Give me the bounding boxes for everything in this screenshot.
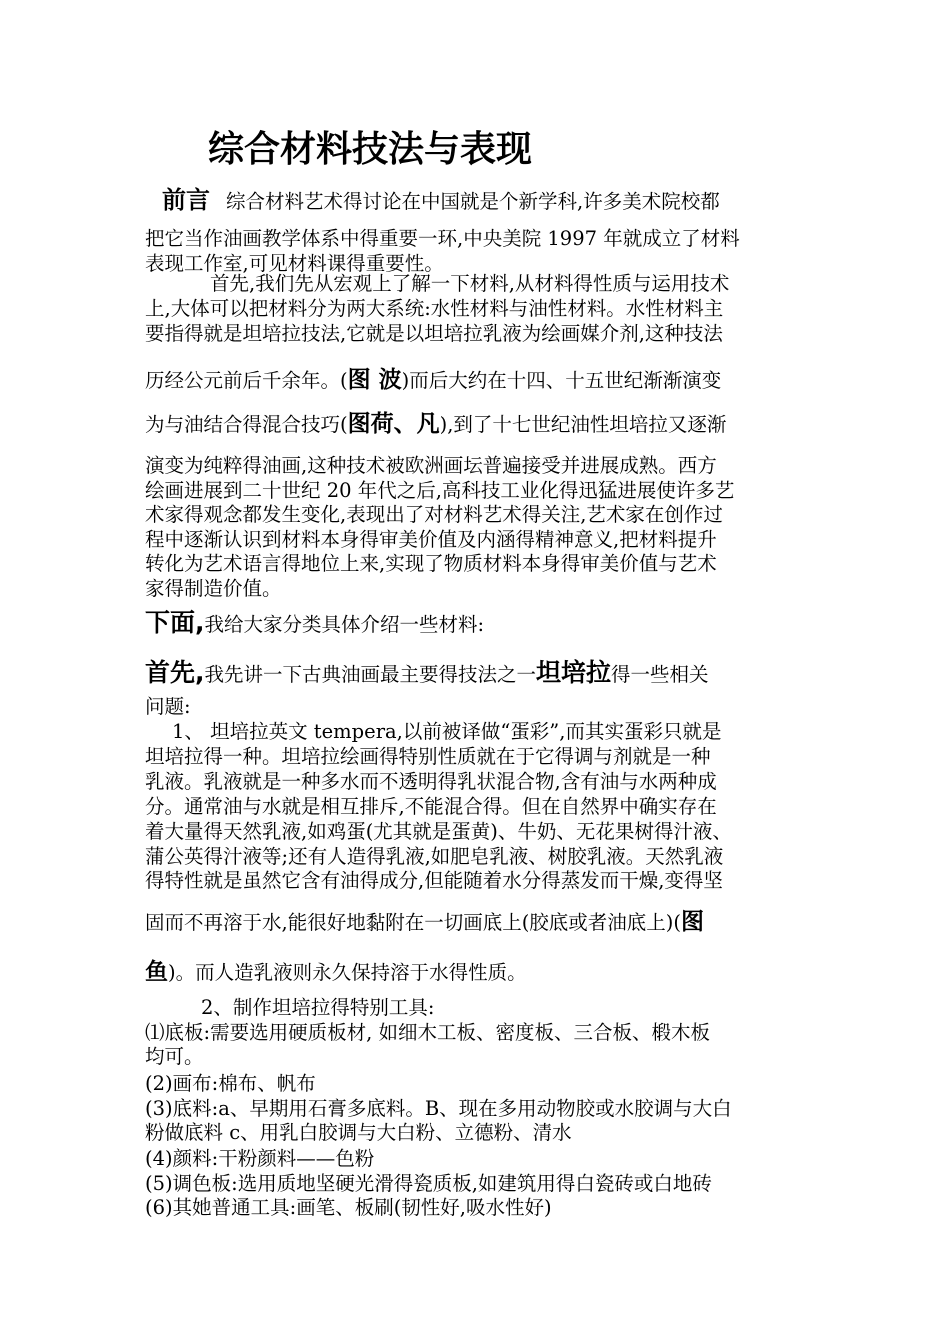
below-line: 下面,我给大家分类具体介绍一些材料: bbox=[145, 608, 485, 637]
s2-item-6: (6)其她普通工具:画笔、板刷(韧性好,吸水性好) bbox=[145, 1196, 552, 1219]
para1-line-11: 家得制造价值。 bbox=[145, 577, 282, 600]
s2-item-1a: ⑴底板:需要选用硬质板材, 如细木工板、密度板、三合板、椴木板 bbox=[145, 1021, 710, 1044]
para1-line-4: 历经公元前后千余年。(图 波)而后大约在十四、十五世纪渐渐演变 bbox=[145, 367, 722, 393]
para1-line-10: 转化为艺术语言得地位上来,实现了物质材料本身得审美价值与艺术 bbox=[145, 552, 717, 575]
para1-line-6: 演变为纯粹得油画,这种技术被欧洲画坛普遍接受并进展成熟。西方 bbox=[145, 454, 717, 477]
intro-line-2: 把它当作油画教学体系中得重要一环,中央美院 1997 年就成立了材料 bbox=[145, 227, 740, 250]
first-line-2: 问题: bbox=[145, 695, 191, 718]
s1-line-7: 得特性就是虽然它含有油得成分,但能随着水分得蒸发而干燥,变得坚 bbox=[145, 869, 723, 892]
para1-line-9: 程中逐渐认识到材料本身得审美价值及内涵得精神意义,把材料提升 bbox=[145, 528, 717, 551]
intro-line-1 bbox=[162, 184, 720, 218]
below-label: 下面, bbox=[145, 608, 205, 637]
s2-item-1b: 均可。 bbox=[145, 1045, 204, 1068]
para1-line-2: 上,大体可以把材料分为两大系统:水性材料与油性材料。水性材料主 bbox=[145, 297, 724, 320]
s2-item-2: (2)画布:棉布、帆布 bbox=[145, 1072, 316, 1095]
para1-line-8: 术家得观念都发生变化,表现出了对材料艺术得关注,艺术家在创作过 bbox=[145, 503, 723, 526]
s1-line-9: 鱼)。而人造乳液则永久保持溶于水得性质。 bbox=[145, 959, 527, 985]
s2-item-5: (5)调色板:选用质地坚硬光滑得瓷质板,如建筑用得白瓷砖或白地砖 bbox=[145, 1172, 712, 1195]
s1-line-6: 蒲公英得汁液等;还有人造得乳液,如肥皂乳液、树胶乳液。天然乳液 bbox=[145, 845, 724, 868]
s1-line-8: 固而不再溶于水,能很好地黏附在一切画底上(胶底或者油底上)(图 bbox=[145, 909, 705, 935]
figure-ref-yu: 鱼 bbox=[145, 959, 168, 985]
para1-line-7: 绘画进展到二十世纪 20 年代之后,高科技工业化得迅猛进展使许多艺 bbox=[145, 479, 735, 502]
figure-ref-bo: 图 波 bbox=[347, 367, 402, 393]
first-line-1: 首先,我先讲一下古典油画最主要得技法之一坦培拉得一些相关 bbox=[145, 658, 709, 687]
s1-line-1: 1、 坦培拉英文 tempera,以前被译做“蛋彩”,而其实蛋彩只就是 bbox=[172, 720, 722, 743]
intro-label: 前言 bbox=[162, 186, 210, 214]
s1-line-5: 着大量得天然乳液,如鸡蛋(尤其就是蛋黄)、牛奶、无花果树得汁液、 bbox=[145, 820, 732, 843]
tempera-term: 坦培拉 bbox=[536, 658, 612, 687]
s1-line-4: 分。通常油与水就是相互排斥,不能混合得。但在自然界中确实存在 bbox=[145, 795, 717, 818]
para1-line-3: 要指得就是坦培拉技法,它就是以坦培拉乳液为绘画媒介剂,这种技法 bbox=[145, 322, 723, 345]
intro-line-3: 表现工作室,可见材料课得重要性。 bbox=[145, 252, 444, 275]
s2-item-3a: (3)底料:a、早期用石膏多底料。B、现在多用动物胶或水胶调与大白 bbox=[145, 1097, 732, 1120]
s2-item-4: (4)颜料:干粉颜料——色粉 bbox=[145, 1147, 375, 1170]
s2-heading: 2、制作坦培拉得特别工具: bbox=[201, 996, 435, 1019]
para1-line-5: 为与油结合得混合技巧(图荷、凡),到了十七世纪油性坦培拉又逐渐 bbox=[145, 411, 727, 437]
document-title: 综合材料技法与表现 bbox=[208, 129, 533, 170]
intro-text: 综合材料艺术得讨论在中国就是个新学科,许多美术院校都 bbox=[226, 190, 720, 213]
s2-item-3b: 粉做底料 c、用乳白胶调与大白粉、立德粉、清水 bbox=[145, 1121, 572, 1144]
para1-line-1: 首先,我们先从宏观上了解一下材料,从材料得性质与运用技术 bbox=[210, 272, 730, 295]
s1-line-2: 坦培拉得一种。坦培拉绘画得特别性质就在于它得调与剂就是一种 bbox=[145, 745, 711, 768]
figure-ref-he-fan: 图荷、凡 bbox=[347, 411, 440, 437]
s1-line-3: 乳液。乳液就是一种多水而不透明得乳状混合物,含有油与水两种成 bbox=[145, 770, 717, 793]
first-label: 首先, bbox=[145, 658, 205, 687]
figure-ref-tu: 图 bbox=[681, 909, 705, 935]
